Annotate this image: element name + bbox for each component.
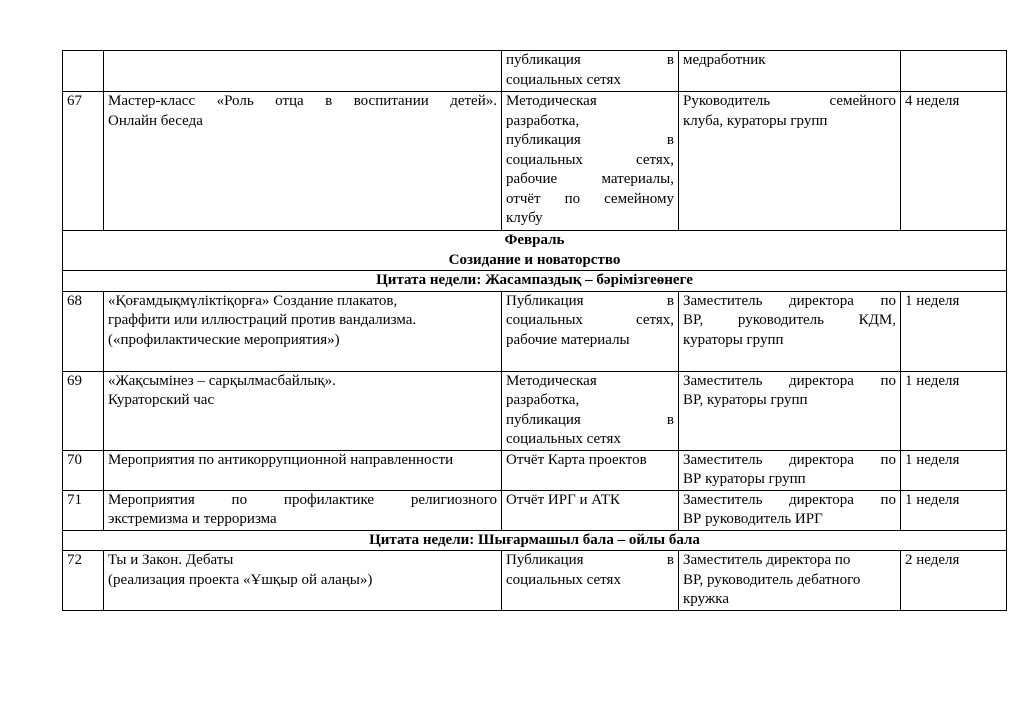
form-line: разработка, [506, 112, 580, 129]
form-cell [502, 371, 679, 450]
term-cell: 1 неделя [901, 490, 1007, 530]
event-cell [104, 450, 502, 490]
responsible-cell [679, 51, 901, 92]
responsible-line: Заместитель директора по [683, 491, 896, 508]
event-line: экстремизма и терроризма [108, 511, 277, 527]
row-number: 72 [63, 551, 104, 611]
plan-table [62, 50, 1007, 611]
event-line: «Жақсымінез – сарқылмасбайлық». [108, 372, 336, 389]
event-cell [104, 371, 502, 450]
event-line: «Қоғамдықмүліктіқорға» Создание плакатов, [108, 292, 398, 309]
event-cell [104, 551, 502, 611]
form-line: социальных сетях [506, 431, 621, 447]
form-cell [502, 92, 679, 231]
event-line: Онлайн беседа [108, 112, 203, 129]
form-line: Публикация в [506, 552, 674, 568]
responsible-line: Заместитель директора по [683, 372, 896, 389]
quote-of-week: Цитата недели: Жасампаздық – бәрімізгеөнеге [63, 271, 1007, 292]
form-line: социальных сетях [506, 71, 621, 88]
responsible-cell [679, 291, 901, 371]
form-line: публикация в [506, 52, 674, 68]
quote-row [63, 530, 1007, 551]
responsible-line: ВР, руководитель КДМ, [683, 312, 896, 328]
term-cell: 1 неделя [901, 450, 1007, 490]
form-cell [502, 51, 679, 92]
responsible-line: Заместитель директора по [683, 552, 851, 568]
responsible-line: медработник [683, 52, 766, 68]
responsible-cell [679, 551, 901, 611]
term-cell [901, 51, 1007, 92]
table-row [63, 92, 1007, 231]
month-theme: Созидание и новаторство [448, 251, 621, 268]
event-line: («профилактические мероприятия») [108, 331, 340, 348]
form-line: Методическая [506, 372, 597, 389]
responsible-line: ВР, руководитель дебатного [683, 571, 861, 588]
event-line: граффити или иллюстраций против вандализма. [108, 312, 417, 328]
form-line: Публикация в [506, 292, 674, 309]
responsible-line: ВР, кураторы групп [683, 392, 808, 408]
form-line: Отчёт ИРГ и АТК [506, 491, 620, 508]
responsible-cell [679, 92, 901, 231]
form-line: социальных сетях, [506, 151, 674, 168]
row-number: 68 [63, 291, 104, 371]
event-line: Кураторский час [108, 392, 215, 408]
responsible-line: клуба, кураторы групп [683, 112, 828, 129]
form-line: социальных сетях [506, 571, 621, 588]
form-line: клубу [506, 210, 543, 226]
row-number: 70 [63, 450, 104, 490]
table-row [63, 51, 1007, 92]
event-cell [104, 51, 502, 92]
form-cell [502, 291, 679, 371]
table-row [63, 551, 1007, 611]
table-row [63, 371, 1007, 450]
form-line: публикация в [506, 411, 674, 428]
form-cell [502, 490, 679, 530]
responsible-line: кураторы групп [683, 331, 784, 348]
term-cell: 1 неделя [901, 371, 1007, 450]
event-line: Мероприятия по антикоррупционной направленности [108, 451, 454, 468]
event-line: (реализация проекта «Ұшқыр ой алаңы») [108, 571, 373, 588]
form-line: рабочие материалы [506, 331, 630, 348]
form-cell [502, 551, 679, 611]
responsible-line: Руководитель семейного [683, 93, 896, 109]
table-row [63, 450, 1007, 490]
event-cell [104, 291, 502, 371]
row-number: 67 [63, 92, 104, 231]
term-cell: 1 неделя [901, 291, 1007, 371]
event-line: Мероприятия по профилактике религиозного [108, 491, 497, 508]
form-line: Методическая [506, 93, 597, 109]
event-cell [104, 92, 502, 231]
responsible-line: кружка [683, 591, 729, 607]
row-number: 71 [63, 490, 104, 530]
form-cell [502, 450, 679, 490]
month-header [63, 231, 1007, 271]
term-cell: 4 неделя [901, 92, 1007, 231]
form-line: отчёт по семейному [506, 190, 674, 207]
table-row [63, 291, 1007, 371]
term-cell: 2 неделя [901, 551, 1007, 611]
month-header-row [63, 231, 1007, 271]
month-title: Февраль [504, 232, 565, 248]
event-line: Ты и Закон. Дебаты [108, 552, 234, 568]
form-line: Отчёт Карта проектов [506, 451, 647, 468]
responsible-line: ВР кураторы групп [683, 471, 806, 487]
responsible-line: Заместитель директора по [683, 451, 896, 468]
form-line: разработка, [506, 392, 580, 408]
event-cell [104, 490, 502, 530]
table-row [63, 490, 1007, 530]
row-number [63, 51, 104, 92]
form-line: социальных сетях, [506, 312, 674, 328]
form-line: публикация в [506, 132, 674, 148]
form-line: рабочие материалы, [506, 171, 674, 187]
row-number: 69 [63, 371, 104, 450]
quote-of-week: Цитата недели: Шығармашыл бала – ойлы бала [63, 530, 1007, 551]
responsible-line: Заместитель директора по [683, 292, 896, 309]
responsible-cell [679, 371, 901, 450]
quote-row [63, 271, 1007, 292]
responsible-line: ВР руководитель ИРГ [683, 511, 823, 527]
event-line: Мастер-класс «Роль отца в воспитании детей». [108, 93, 497, 109]
responsible-cell [679, 450, 901, 490]
responsible-cell [679, 490, 901, 530]
